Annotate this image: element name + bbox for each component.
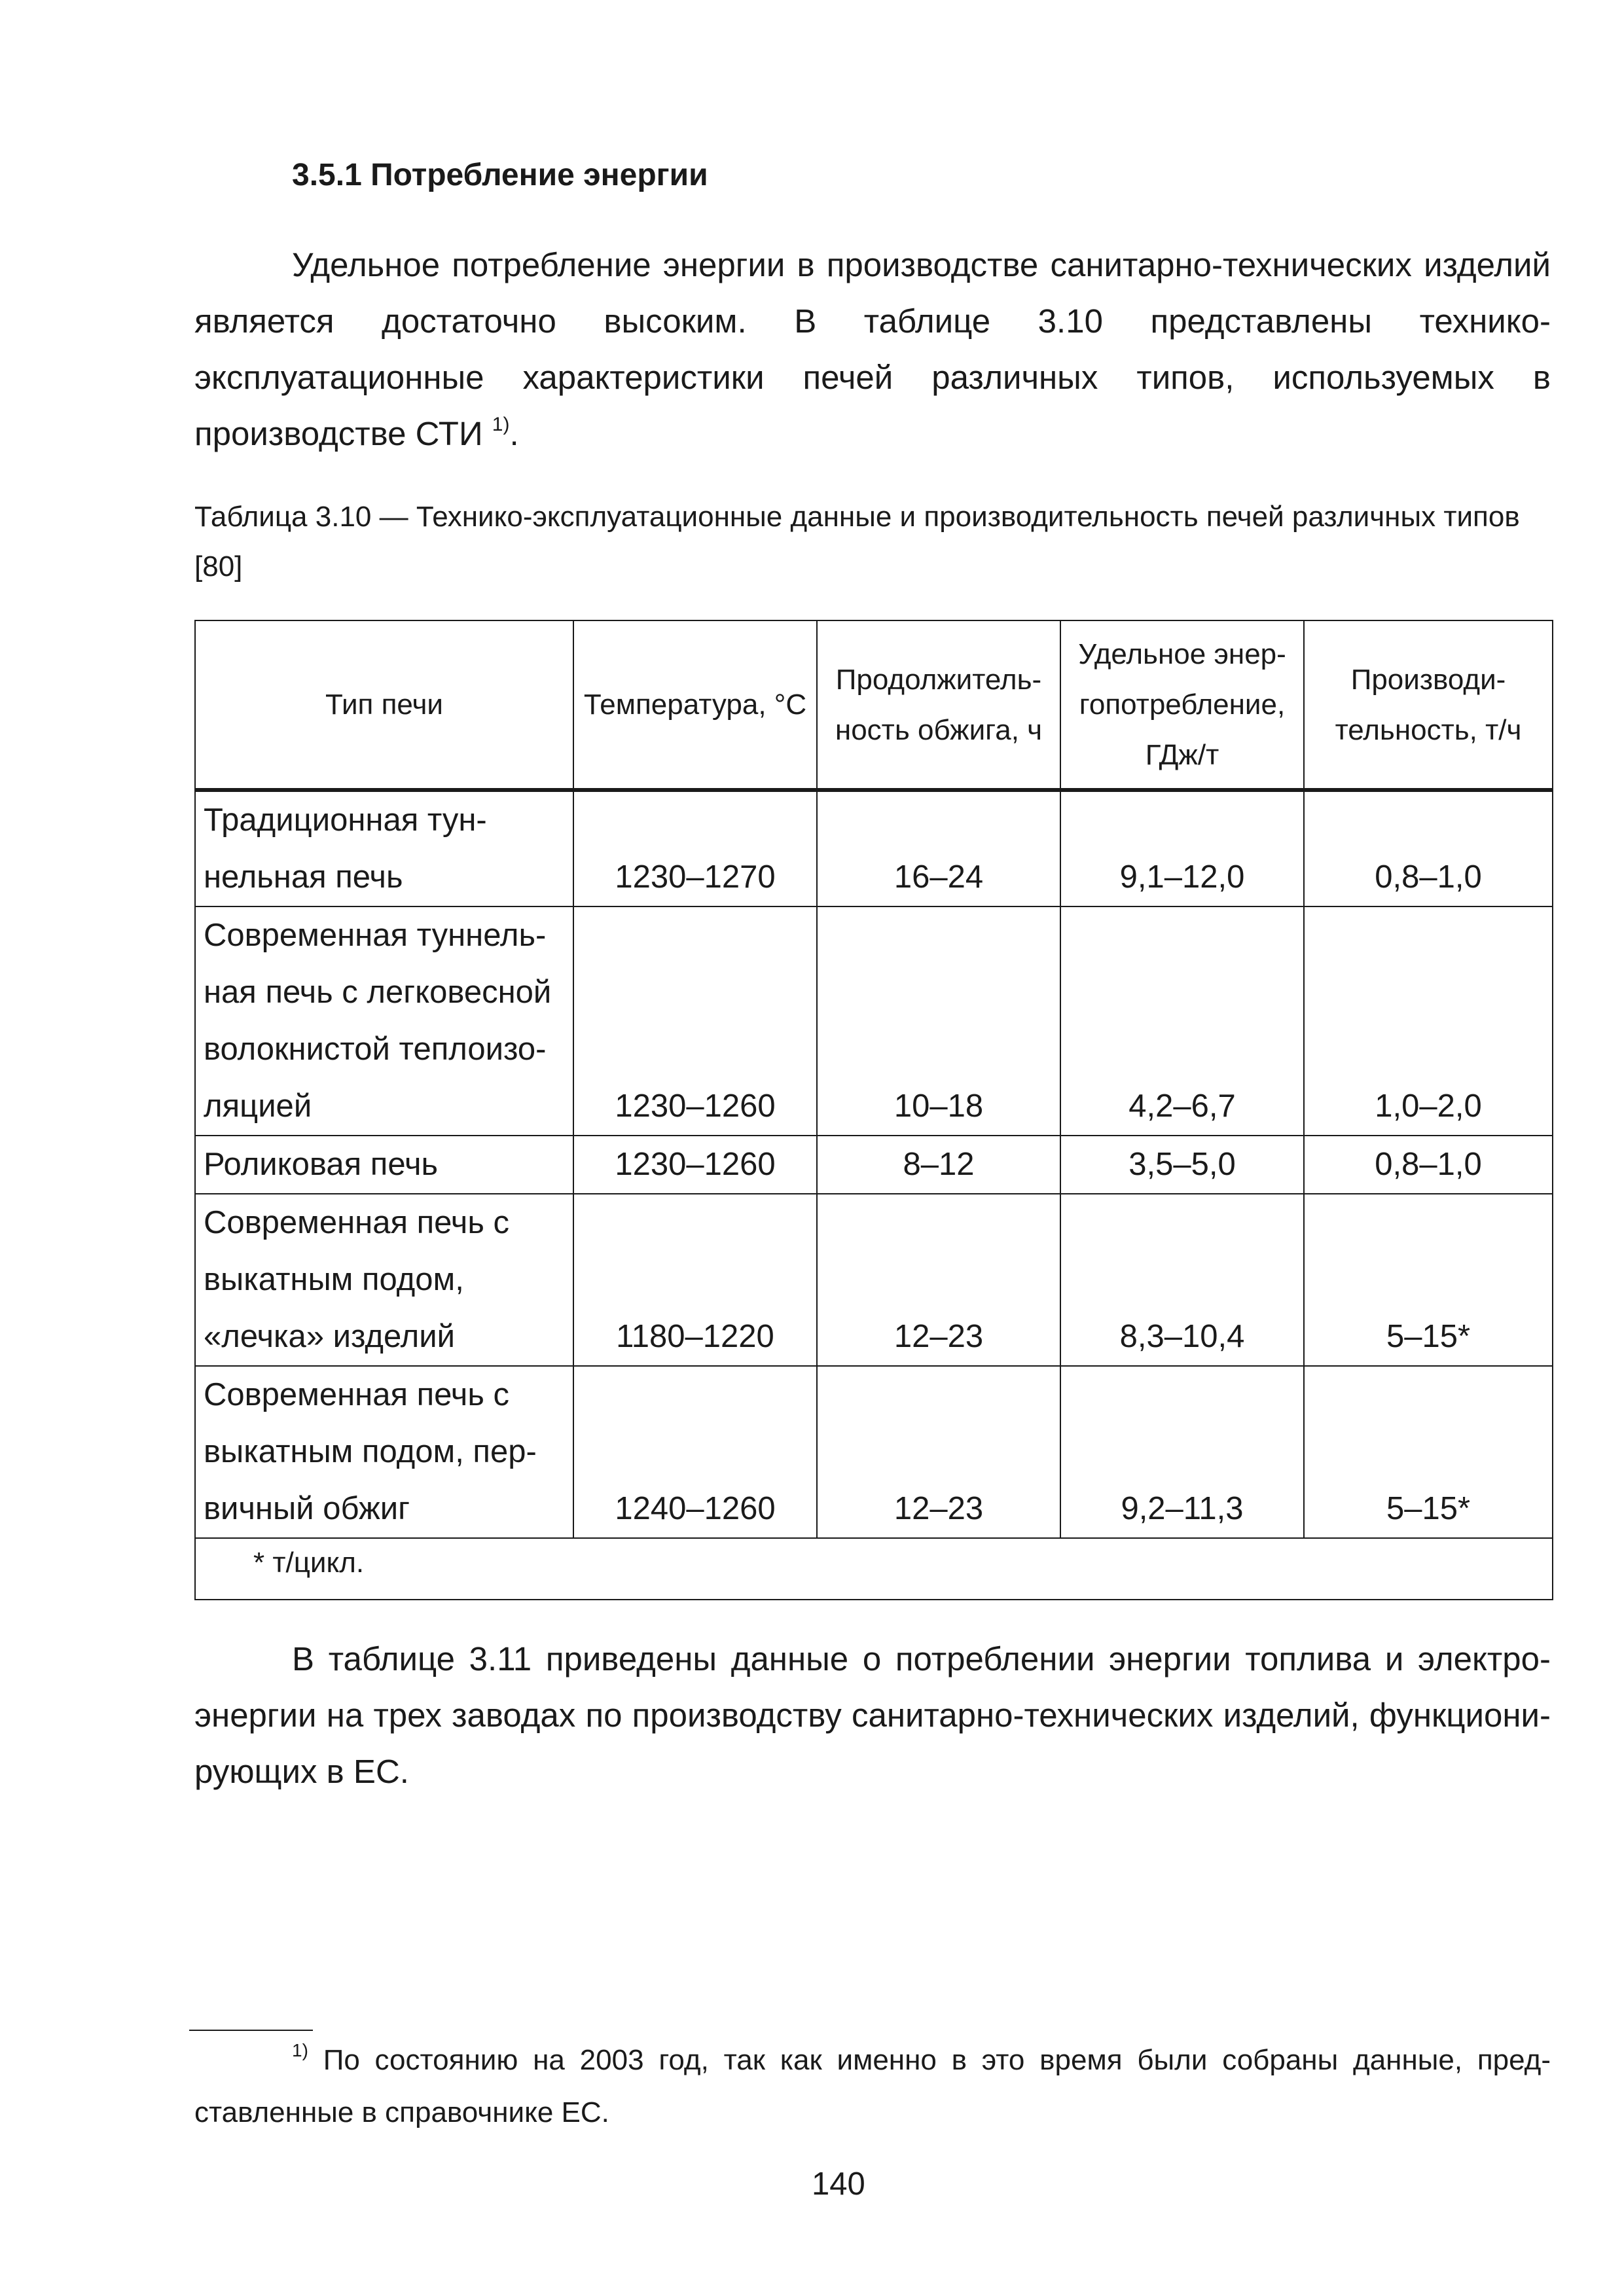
cell-productivity: 0,8–1,0 bbox=[1304, 790, 1553, 906]
cell-temperature: 1240–1260 bbox=[573, 1366, 817, 1538]
header-productivity: Производи-тельность, т/ч bbox=[1304, 620, 1553, 790]
cell-kiln-type: Современная печь с выкатным подом, пер-вичный обжиг bbox=[195, 1366, 573, 1538]
header-temperature: Температура, °С bbox=[573, 620, 817, 790]
cell-firing-duration: 10–18 bbox=[817, 906, 1060, 1136]
cell-kiln-type: Современная туннель-ная печь с легковесной волокнистой теплоизо-ляцией bbox=[195, 906, 573, 1136]
header-firing-duration: Продолжитель-ность обжига, ч bbox=[817, 620, 1060, 790]
header-specific-energy: Удельное энер-гопотребление, ГДж/т bbox=[1060, 620, 1304, 790]
cell-firing-duration: 12–23 bbox=[817, 1366, 1060, 1538]
closing-paragraph bbox=[194, 1631, 1551, 1800]
table-row bbox=[195, 1366, 1553, 1538]
cell-firing-duration: 8–12 bbox=[817, 1136, 1060, 1194]
cell-specific-energy: 9,1–12,0 bbox=[1060, 790, 1304, 906]
cell-temperature: 1180–1220 bbox=[573, 1194, 817, 1366]
page-number: 140 bbox=[812, 2166, 865, 2202]
cell-temperature: 1230–1260 bbox=[573, 906, 817, 1136]
cell-specific-energy: 9,2–11,3 bbox=[1060, 1366, 1304, 1538]
cell-specific-energy: 3,5–5,0 bbox=[1060, 1136, 1304, 1194]
closing-paragraph-text: В таблице 3.11 приведены данные о потреблении энергии топлива и электро-энергии на трех заводах по производству санитарно-технических изделий, функциони-рующих в ЕС. bbox=[194, 1640, 1551, 1790]
table-header-row bbox=[195, 620, 1553, 790]
intro-paragraph-end: . bbox=[509, 415, 519, 452]
intro-paragraph-text: Удельное потребление энергии в производстве санитарно-технических изделий является достаточно высоким. В таблице 3.10 представлены технико-эксплуатационные характеристики печей различных типов, используемых в производстве СТИ bbox=[194, 246, 1551, 452]
cell-kiln-type: Традиционная тун-нельная печь bbox=[195, 790, 573, 906]
intro-paragraph bbox=[194, 237, 1551, 462]
footnote-divider bbox=[189, 2030, 313, 2031]
cell-productivity: 5–15* bbox=[1304, 1194, 1553, 1366]
cell-firing-duration: 12–23 bbox=[817, 1194, 1060, 1366]
header-kiln-type: Тип печи bbox=[195, 620, 573, 790]
cell-firing-duration: 16–24 bbox=[817, 790, 1060, 906]
kiln-data-table bbox=[194, 620, 1553, 1600]
table-row bbox=[195, 1136, 1553, 1194]
cell-specific-energy: 4,2–6,7 bbox=[1060, 906, 1304, 1136]
footnote-marker: 1) bbox=[292, 2040, 308, 2061]
section-heading: 3.5.1 Потребление энергии bbox=[292, 158, 708, 192]
cell-productivity: 5–15* bbox=[1304, 1366, 1553, 1538]
footnote bbox=[194, 2034, 1551, 2139]
cell-temperature: 1230–1260 bbox=[573, 1136, 817, 1194]
footnote-reference: 1) bbox=[492, 414, 510, 435]
cell-productivity: 1,0–2,0 bbox=[1304, 906, 1553, 1136]
cell-kiln-type: Роликовая печь bbox=[195, 1136, 573, 1194]
table-row bbox=[195, 790, 1553, 906]
cell-temperature: 1230–1270 bbox=[573, 790, 817, 906]
table-note-row bbox=[195, 1538, 1553, 1600]
table-caption: Таблица 3.10 — Технико-эксплуатационные данные и производительность печей различных типов [80] bbox=[194, 501, 1520, 583]
cell-kiln-type: Современная печь с выкатным подом, «лечка» изделий bbox=[195, 1194, 573, 1366]
footnote-text: По состоянию на 2003 год, так как именно в это время были собраны данные, пред-ставленные в справочнике ЕС. bbox=[194, 2044, 1551, 2128]
cell-specific-energy: 8,3–10,4 bbox=[1060, 1194, 1304, 1366]
table-note: * т/цикл. bbox=[195, 1538, 1553, 1600]
table-row bbox=[195, 906, 1553, 1136]
cell-productivity: 0,8–1,0 bbox=[1304, 1136, 1553, 1194]
table-row bbox=[195, 1194, 1553, 1366]
